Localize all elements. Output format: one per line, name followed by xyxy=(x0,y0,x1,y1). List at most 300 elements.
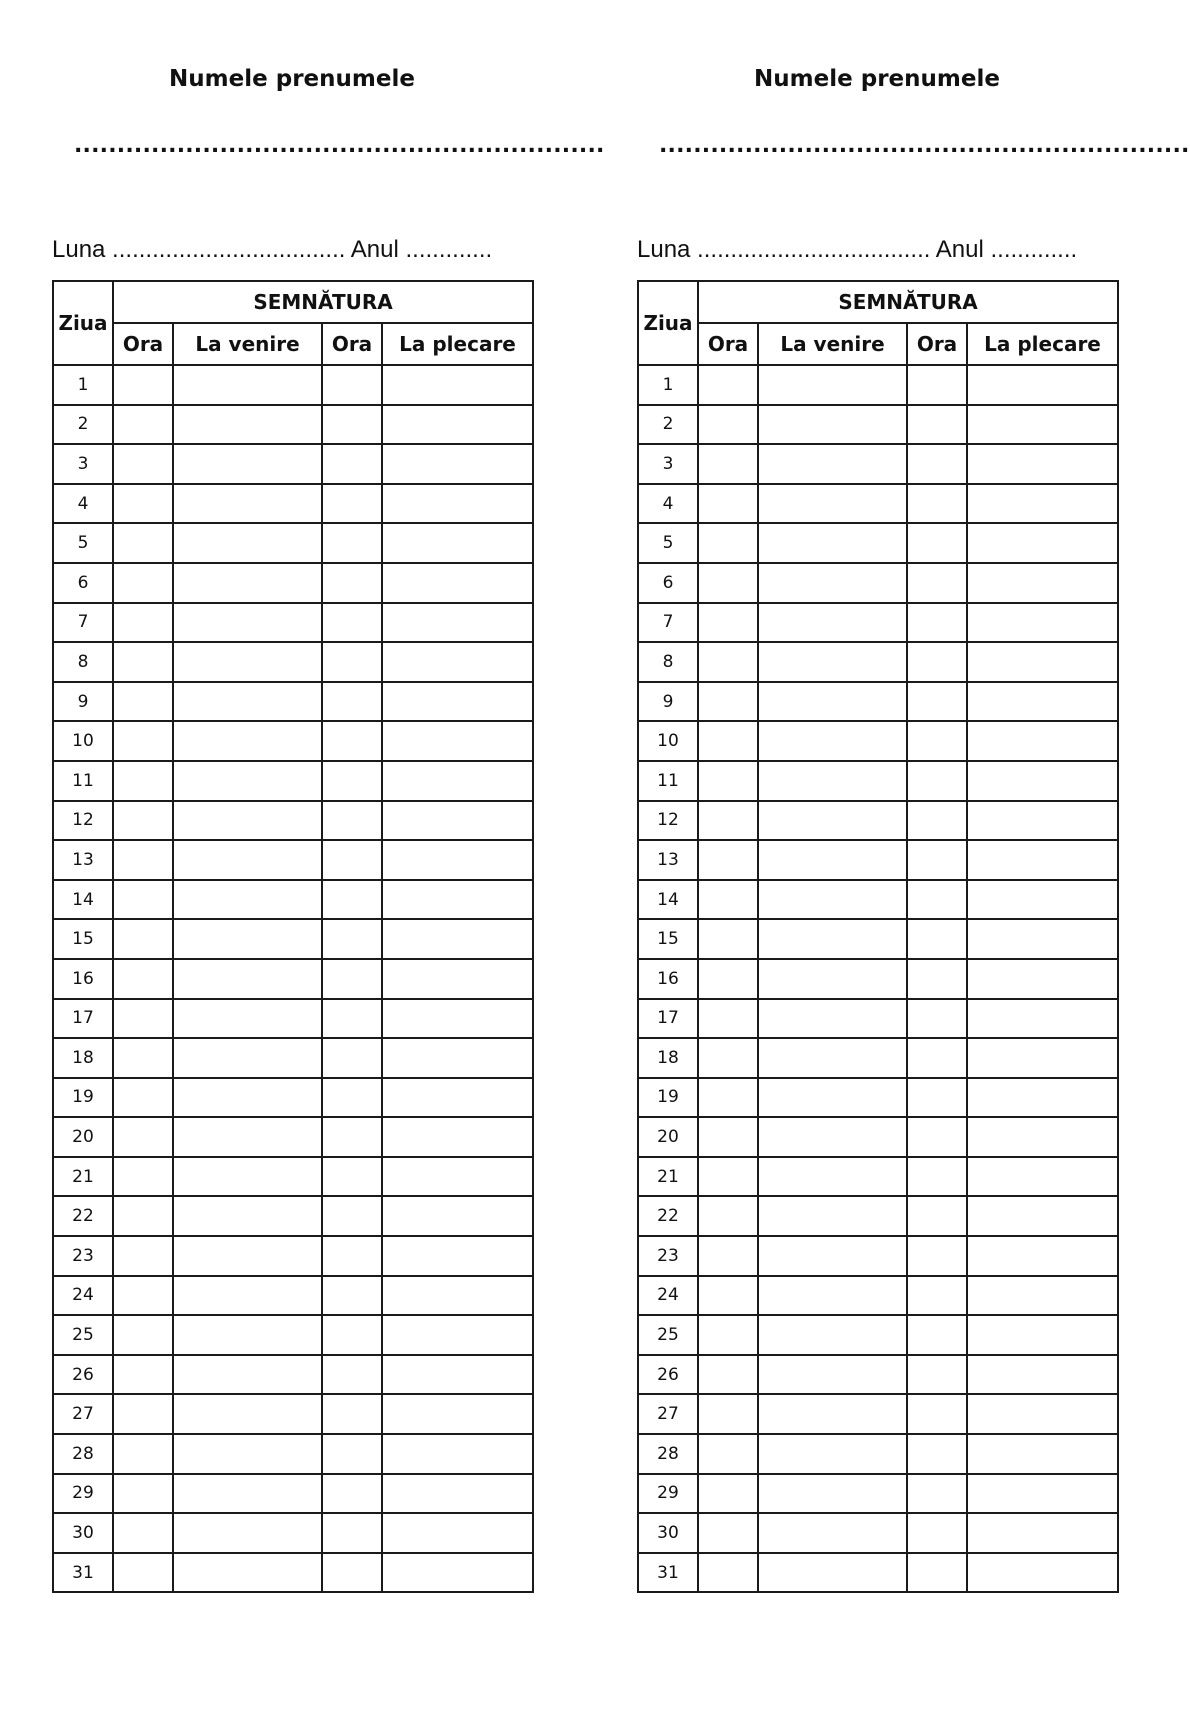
ora-plecare-cell[interactable] xyxy=(322,1553,382,1593)
ora-plecare-cell[interactable] xyxy=(322,1236,382,1276)
la-venire-cell[interactable] xyxy=(758,1553,907,1593)
ora-venire-cell[interactable] xyxy=(698,1157,758,1197)
la-venire-cell[interactable] xyxy=(758,642,907,682)
la-plecare-cell[interactable] xyxy=(967,801,1118,841)
ora-plecare-cell[interactable] xyxy=(322,1513,382,1553)
la-venire-cell[interactable] xyxy=(173,801,322,841)
day-number: 10 xyxy=(53,721,113,761)
table-row xyxy=(638,999,1118,1039)
ora-plecare-cell[interactable] xyxy=(907,1038,967,1078)
la-venire-cell[interactable] xyxy=(173,1474,322,1514)
table-row xyxy=(53,444,533,484)
la-plecare-cell[interactable] xyxy=(967,603,1118,643)
ora-plecare-cell[interactable] xyxy=(907,1196,967,1236)
ora-plecare-cell[interactable] xyxy=(907,603,967,643)
la-venire-cell[interactable] xyxy=(173,523,322,563)
la-venire-cell[interactable] xyxy=(173,603,322,643)
la-venire-cell[interactable] xyxy=(758,1196,907,1236)
la-venire-cell[interactable] xyxy=(173,405,322,445)
ora-venire-cell[interactable] xyxy=(113,1038,173,1078)
la-plecare-cell[interactable] xyxy=(967,1434,1118,1474)
name-title: Numele prenumele xyxy=(754,66,1000,92)
table-row xyxy=(53,1196,533,1236)
day-number: 31 xyxy=(638,1553,698,1593)
la-venire-cell[interactable] xyxy=(758,682,907,722)
ora-plecare-cell[interactable] xyxy=(907,405,967,445)
la-venire-cell[interactable] xyxy=(173,721,322,761)
ora-plecare-cell[interactable] xyxy=(322,1355,382,1395)
table-row xyxy=(638,919,1118,959)
ora-venire-cell[interactable] xyxy=(113,603,173,643)
ora-plecare-cell[interactable] xyxy=(907,1315,967,1355)
ora-plecare-cell[interactable] xyxy=(907,1276,967,1316)
la-venire-cell[interactable] xyxy=(758,563,907,603)
table-row xyxy=(638,880,1118,920)
la-venire-cell[interactable] xyxy=(173,1434,322,1474)
ora-plecare-cell[interactable] xyxy=(322,642,382,682)
day-number: 27 xyxy=(638,1394,698,1434)
ora-plecare-cell[interactable] xyxy=(907,523,967,563)
ora-plecare-cell[interactable] xyxy=(907,1355,967,1395)
la-venire-cell[interactable] xyxy=(758,880,907,920)
ora-venire-cell[interactable] xyxy=(113,1315,173,1355)
la-plecare-cell[interactable] xyxy=(967,1394,1118,1434)
ora-venire-cell[interactable] xyxy=(698,444,758,484)
ora-venire-cell[interactable] xyxy=(113,959,173,999)
la-venire-cell[interactable] xyxy=(758,1276,907,1316)
la-venire-cell[interactable] xyxy=(758,840,907,880)
la-venire-cell[interactable] xyxy=(758,1236,907,1276)
la-plecare-cell[interactable] xyxy=(967,1276,1118,1316)
day-number: 3 xyxy=(53,444,113,484)
la-plecare-cell[interactable] xyxy=(967,1474,1118,1514)
month-year-line[interactable]: Luna ................................... Anul ............. xyxy=(52,236,493,263)
ora-plecare-cell[interactable] xyxy=(322,603,382,643)
table-row xyxy=(638,1513,1118,1553)
ora-venire-cell[interactable] xyxy=(113,484,173,524)
la-plecare-cell[interactable] xyxy=(382,642,533,682)
la-venire-cell[interactable] xyxy=(173,642,322,682)
la-venire-cell[interactable] xyxy=(173,484,322,524)
column-header-semnatura: SEMNĂTURA xyxy=(113,281,533,323)
ora-venire-cell[interactable] xyxy=(698,365,758,405)
la-plecare-cell[interactable] xyxy=(967,959,1118,999)
la-venire-cell[interactable] xyxy=(173,1038,322,1078)
la-venire-cell[interactable] xyxy=(173,880,322,920)
la-plecare-cell[interactable] xyxy=(967,840,1118,880)
day-number: 19 xyxy=(638,1078,698,1118)
month-year-line[interactable]: Luna ................................... Anul ............. xyxy=(637,236,1078,263)
la-plecare-cell[interactable] xyxy=(382,1315,533,1355)
ora-venire-cell[interactable] xyxy=(113,405,173,445)
ora-venire-cell[interactable] xyxy=(113,1117,173,1157)
la-venire-cell[interactable] xyxy=(173,1513,322,1553)
la-plecare-cell[interactable] xyxy=(967,721,1118,761)
ora-venire-cell[interactable] xyxy=(698,959,758,999)
ora-venire-cell[interactable] xyxy=(698,642,758,682)
la-venire-cell[interactable] xyxy=(758,1474,907,1514)
day-number: 25 xyxy=(53,1315,113,1355)
la-plecare-cell[interactable] xyxy=(382,1394,533,1434)
ora-venire-cell[interactable] xyxy=(113,1276,173,1316)
ora-venire-cell[interactable] xyxy=(113,919,173,959)
ora-plecare-cell[interactable] xyxy=(322,1157,382,1197)
table-row xyxy=(638,1196,1118,1236)
table-row xyxy=(638,1474,1118,1514)
ora-plecare-cell[interactable] xyxy=(322,1276,382,1316)
table-row xyxy=(638,801,1118,841)
table-row xyxy=(53,801,533,841)
ora-venire-cell[interactable] xyxy=(698,682,758,722)
la-plecare-cell[interactable] xyxy=(967,880,1118,920)
ora-venire-cell[interactable] xyxy=(698,919,758,959)
la-plecare-cell[interactable] xyxy=(967,484,1118,524)
ora-venire-cell[interactable] xyxy=(113,1553,173,1593)
la-venire-cell[interactable] xyxy=(173,1196,322,1236)
la-plecare-cell[interactable] xyxy=(382,444,533,484)
column-header-ora-plecare: Ora xyxy=(322,323,382,365)
la-plecare-cell[interactable] xyxy=(967,919,1118,959)
ora-venire-cell[interactable] xyxy=(113,801,173,841)
ora-venire-cell[interactable] xyxy=(113,642,173,682)
la-plecare-cell[interactable] xyxy=(382,959,533,999)
la-plecare-cell[interactable] xyxy=(382,603,533,643)
la-plecare-cell[interactable] xyxy=(382,1038,533,1078)
la-venire-cell[interactable] xyxy=(173,365,322,405)
la-venire-cell[interactable] xyxy=(758,999,907,1039)
column-header-la-venire: La venire xyxy=(758,323,907,365)
la-venire-cell[interactable] xyxy=(758,1117,907,1157)
ora-venire-cell[interactable] xyxy=(113,444,173,484)
la-plecare-cell[interactable] xyxy=(967,563,1118,603)
ora-plecare-cell[interactable] xyxy=(907,444,967,484)
la-plecare-cell[interactable] xyxy=(967,444,1118,484)
ora-plecare-cell[interactable] xyxy=(322,999,382,1039)
la-venire-cell[interactable] xyxy=(173,840,322,880)
la-venire-cell[interactable] xyxy=(758,1157,907,1197)
la-venire-cell[interactable] xyxy=(758,1394,907,1434)
ora-venire-cell[interactable] xyxy=(698,1355,758,1395)
ora-venire-cell[interactable] xyxy=(698,999,758,1039)
la-plecare-cell[interactable] xyxy=(382,1236,533,1276)
ora-plecare-cell[interactable] xyxy=(322,721,382,761)
column-header-la-venire: La venire xyxy=(173,323,322,365)
table-row xyxy=(638,761,1118,801)
ora-plecare-cell[interactable] xyxy=(907,919,967,959)
ora-plecare-cell[interactable] xyxy=(907,880,967,920)
ora-plecare-cell[interactable] xyxy=(907,642,967,682)
table-row xyxy=(53,919,533,959)
la-plecare-cell[interactable] xyxy=(967,682,1118,722)
day-number: 30 xyxy=(638,1513,698,1553)
la-plecare-cell[interactable] xyxy=(382,1474,533,1514)
la-plecare-cell[interactable] xyxy=(382,761,533,801)
ora-venire-cell[interactable] xyxy=(698,1236,758,1276)
la-plecare-cell[interactable] xyxy=(382,1196,533,1236)
ora-plecare-cell[interactable] xyxy=(322,801,382,841)
column-header-ziua: Ziua xyxy=(638,281,698,365)
ora-venire-cell[interactable] xyxy=(698,1038,758,1078)
la-venire-cell[interactable] xyxy=(173,444,322,484)
ora-plecare-cell[interactable] xyxy=(907,365,967,405)
la-venire-cell[interactable] xyxy=(173,1117,322,1157)
table-row xyxy=(638,365,1118,405)
ora-venire-cell[interactable] xyxy=(113,880,173,920)
ora-plecare-cell[interactable] xyxy=(322,959,382,999)
ora-plecare-cell[interactable] xyxy=(907,1078,967,1118)
name-field[interactable]: .............................................................. xyxy=(659,133,1190,158)
ora-plecare-cell[interactable] xyxy=(907,563,967,603)
ora-venire-cell[interactable] xyxy=(113,1157,173,1197)
ora-plecare-cell[interactable] xyxy=(322,365,382,405)
la-plecare-cell[interactable] xyxy=(382,1157,533,1197)
ora-plecare-cell[interactable] xyxy=(907,484,967,524)
ora-plecare-cell[interactable] xyxy=(907,1513,967,1553)
la-venire-cell[interactable] xyxy=(758,919,907,959)
la-venire-cell[interactable] xyxy=(758,1315,907,1355)
ora-plecare-cell[interactable] xyxy=(322,761,382,801)
la-venire-cell[interactable] xyxy=(758,405,907,445)
la-plecare-cell[interactable] xyxy=(382,919,533,959)
day-number: 13 xyxy=(638,840,698,880)
la-plecare-cell[interactable] xyxy=(382,523,533,563)
la-venire-cell[interactable] xyxy=(173,1276,322,1316)
la-plecare-cell[interactable] xyxy=(382,1276,533,1316)
la-venire-cell[interactable] xyxy=(173,919,322,959)
la-plecare-cell[interactable] xyxy=(382,563,533,603)
ora-plecare-cell[interactable] xyxy=(907,721,967,761)
la-venire-cell[interactable] xyxy=(758,1078,907,1118)
ora-plecare-cell[interactable] xyxy=(907,1434,967,1474)
day-number: 18 xyxy=(53,1038,113,1078)
la-venire-cell[interactable] xyxy=(758,959,907,999)
la-plecare-cell[interactable] xyxy=(382,721,533,761)
la-venire-cell[interactable] xyxy=(758,801,907,841)
ora-venire-cell[interactable] xyxy=(698,603,758,643)
ora-venire-cell[interactable] xyxy=(698,1276,758,1316)
la-venire-cell[interactable] xyxy=(758,1434,907,1474)
la-plecare-cell[interactable] xyxy=(967,999,1118,1039)
ora-plecare-cell[interactable] xyxy=(907,1236,967,1276)
la-plecare-cell[interactable] xyxy=(967,1038,1118,1078)
day-number: 9 xyxy=(638,682,698,722)
la-plecare-cell[interactable] xyxy=(382,682,533,722)
ora-plecare-cell[interactable] xyxy=(322,1078,382,1118)
ora-venire-cell[interactable] xyxy=(113,682,173,722)
day-number: 11 xyxy=(638,761,698,801)
ora-plecare-cell[interactable] xyxy=(907,761,967,801)
la-plecare-cell[interactable] xyxy=(382,801,533,841)
ora-venire-cell[interactable] xyxy=(698,1394,758,1434)
ora-plecare-cell[interactable] xyxy=(322,1315,382,1355)
ora-venire-cell[interactable] xyxy=(113,1196,173,1236)
la-plecare-cell[interactable] xyxy=(967,1315,1118,1355)
la-venire-cell[interactable] xyxy=(758,484,907,524)
ora-venire-cell[interactable] xyxy=(113,1355,173,1395)
ora-venire-cell[interactable] xyxy=(113,523,173,563)
ora-venire-cell[interactable] xyxy=(113,1078,173,1118)
table-row xyxy=(638,1315,1118,1355)
la-plecare-cell[interactable] xyxy=(382,880,533,920)
la-venire-cell[interactable] xyxy=(173,1157,322,1197)
la-plecare-cell[interactable] xyxy=(382,1434,533,1474)
ora-plecare-cell[interactable] xyxy=(322,682,382,722)
la-plecare-cell[interactable] xyxy=(967,642,1118,682)
day-number: 23 xyxy=(638,1236,698,1276)
ora-venire-cell[interactable] xyxy=(698,721,758,761)
ora-venire-cell[interactable] xyxy=(113,1394,173,1434)
la-venire-cell[interactable] xyxy=(758,365,907,405)
ora-plecare-cell[interactable] xyxy=(907,1157,967,1197)
la-venire-cell[interactable] xyxy=(173,1355,322,1395)
la-venire-cell[interactable] xyxy=(173,1078,322,1118)
la-plecare-cell[interactable] xyxy=(382,1513,533,1553)
ora-venire-cell[interactable] xyxy=(113,563,173,603)
ora-plecare-cell[interactable] xyxy=(322,919,382,959)
ora-plecare-cell[interactable] xyxy=(322,1038,382,1078)
ora-plecare-cell[interactable] xyxy=(322,405,382,445)
ora-venire-cell[interactable] xyxy=(698,1078,758,1118)
la-plecare-cell[interactable] xyxy=(967,523,1118,563)
column-header-la-plecare: La plecare xyxy=(967,323,1118,365)
ora-venire-cell[interactable] xyxy=(113,1434,173,1474)
la-venire-cell[interactable] xyxy=(758,444,907,484)
ora-venire-cell[interactable] xyxy=(698,523,758,563)
day-number: 23 xyxy=(53,1236,113,1276)
ora-venire-cell[interactable] xyxy=(698,1474,758,1514)
ora-plecare-cell[interactable] xyxy=(907,959,967,999)
la-plecare-cell[interactable] xyxy=(967,1157,1118,1197)
ora-plecare-cell[interactable] xyxy=(322,1394,382,1434)
ora-venire-cell[interactable] xyxy=(113,1474,173,1514)
ora-plecare-cell[interactable] xyxy=(907,1553,967,1593)
table-row xyxy=(638,642,1118,682)
la-venire-cell[interactable] xyxy=(758,1355,907,1395)
ora-plecare-cell[interactable] xyxy=(907,682,967,722)
la-plecare-cell[interactable] xyxy=(967,1196,1118,1236)
ora-venire-cell[interactable] xyxy=(698,761,758,801)
ora-venire-cell[interactable] xyxy=(698,880,758,920)
ora-plecare-cell[interactable] xyxy=(907,1394,967,1434)
la-venire-cell[interactable] xyxy=(173,563,322,603)
name-field[interactable]: .............................................................. xyxy=(74,133,605,158)
ora-venire-cell[interactable] xyxy=(113,1236,173,1276)
table-row xyxy=(638,603,1118,643)
la-plecare-cell[interactable] xyxy=(382,999,533,1039)
la-venire-cell[interactable] xyxy=(173,1553,322,1593)
ora-plecare-cell[interactable] xyxy=(322,880,382,920)
la-plecare-cell[interactable] xyxy=(382,1553,533,1593)
la-plecare-cell[interactable] xyxy=(967,405,1118,445)
la-plecare-cell[interactable] xyxy=(967,1355,1118,1395)
ora-venire-cell[interactable] xyxy=(113,1513,173,1553)
ora-venire-cell[interactable] xyxy=(698,563,758,603)
la-venire-cell[interactable] xyxy=(173,1315,322,1355)
table-body xyxy=(53,365,533,1592)
ora-plecare-cell[interactable] xyxy=(322,563,382,603)
table-row xyxy=(638,1157,1118,1197)
table-row xyxy=(638,1394,1118,1434)
la-plecare-cell[interactable] xyxy=(382,840,533,880)
ora-plecare-cell[interactable] xyxy=(322,523,382,563)
table-row xyxy=(53,761,533,801)
la-plecare-cell[interactable] xyxy=(967,1117,1118,1157)
ora-venire-cell[interactable] xyxy=(698,1315,758,1355)
ora-plecare-cell[interactable] xyxy=(907,999,967,1039)
ora-plecare-cell[interactable] xyxy=(322,840,382,880)
ora-venire-cell[interactable] xyxy=(698,1117,758,1157)
ora-venire-cell[interactable] xyxy=(698,1196,758,1236)
la-venire-cell[interactable] xyxy=(173,1236,322,1276)
ora-venire-cell[interactable] xyxy=(698,484,758,524)
la-plecare-cell[interactable] xyxy=(967,1236,1118,1276)
la-plecare-cell[interactable] xyxy=(382,365,533,405)
la-venire-cell[interactable] xyxy=(173,959,322,999)
ora-plecare-cell[interactable] xyxy=(322,444,382,484)
table-row xyxy=(53,365,533,405)
ora-venire-cell[interactable] xyxy=(698,840,758,880)
la-plecare-cell[interactable] xyxy=(382,1117,533,1157)
la-venire-cell[interactable] xyxy=(173,1394,322,1434)
la-plecare-cell[interactable] xyxy=(967,1078,1118,1118)
la-plecare-cell[interactable] xyxy=(967,1513,1118,1553)
ora-venire-cell[interactable] xyxy=(698,801,758,841)
ora-plecare-cell[interactable] xyxy=(907,801,967,841)
ora-plecare-cell[interactable] xyxy=(322,1196,382,1236)
ora-plecare-cell[interactable] xyxy=(322,1117,382,1157)
la-venire-cell[interactable] xyxy=(758,1038,907,1078)
ora-plecare-cell[interactable] xyxy=(322,1434,382,1474)
la-plecare-cell[interactable] xyxy=(382,484,533,524)
column-header-ziua: Ziua xyxy=(53,281,113,365)
ora-venire-cell[interactable] xyxy=(113,365,173,405)
ora-plecare-cell[interactable] xyxy=(907,1474,967,1514)
la-venire-cell[interactable] xyxy=(173,999,322,1039)
ora-venire-cell[interactable] xyxy=(113,761,173,801)
la-venire-cell[interactable] xyxy=(758,523,907,563)
ora-venire-cell[interactable] xyxy=(698,1553,758,1593)
attendance-table xyxy=(52,280,534,1593)
la-venire-cell[interactable] xyxy=(173,682,322,722)
day-number: 4 xyxy=(638,484,698,524)
ora-plecare-cell[interactable] xyxy=(322,1474,382,1514)
ora-venire-cell[interactable] xyxy=(113,840,173,880)
ora-plecare-cell[interactable] xyxy=(907,840,967,880)
ora-venire-cell[interactable] xyxy=(698,405,758,445)
ora-plecare-cell[interactable] xyxy=(907,1117,967,1157)
la-plecare-cell[interactable] xyxy=(382,1355,533,1395)
ora-venire-cell[interactable] xyxy=(113,721,173,761)
ora-venire-cell[interactable] xyxy=(113,999,173,1039)
la-venire-cell[interactable] xyxy=(758,1513,907,1553)
la-plecare-cell[interactable] xyxy=(382,405,533,445)
table-row xyxy=(53,603,533,643)
la-venire-cell[interactable] xyxy=(173,761,322,801)
la-plecare-cell[interactable] xyxy=(967,761,1118,801)
la-plecare-cell[interactable] xyxy=(382,1078,533,1118)
ora-venire-cell[interactable] xyxy=(698,1434,758,1474)
la-venire-cell[interactable] xyxy=(758,603,907,643)
la-venire-cell[interactable] xyxy=(758,761,907,801)
la-plecare-cell[interactable] xyxy=(967,365,1118,405)
day-number: 17 xyxy=(638,999,698,1039)
attendance-table xyxy=(637,280,1119,1593)
ora-plecare-cell[interactable] xyxy=(322,484,382,524)
ora-venire-cell[interactable] xyxy=(698,1513,758,1553)
la-venire-cell[interactable] xyxy=(758,721,907,761)
la-plecare-cell[interactable] xyxy=(967,1553,1118,1593)
day-number: 4 xyxy=(53,484,113,524)
